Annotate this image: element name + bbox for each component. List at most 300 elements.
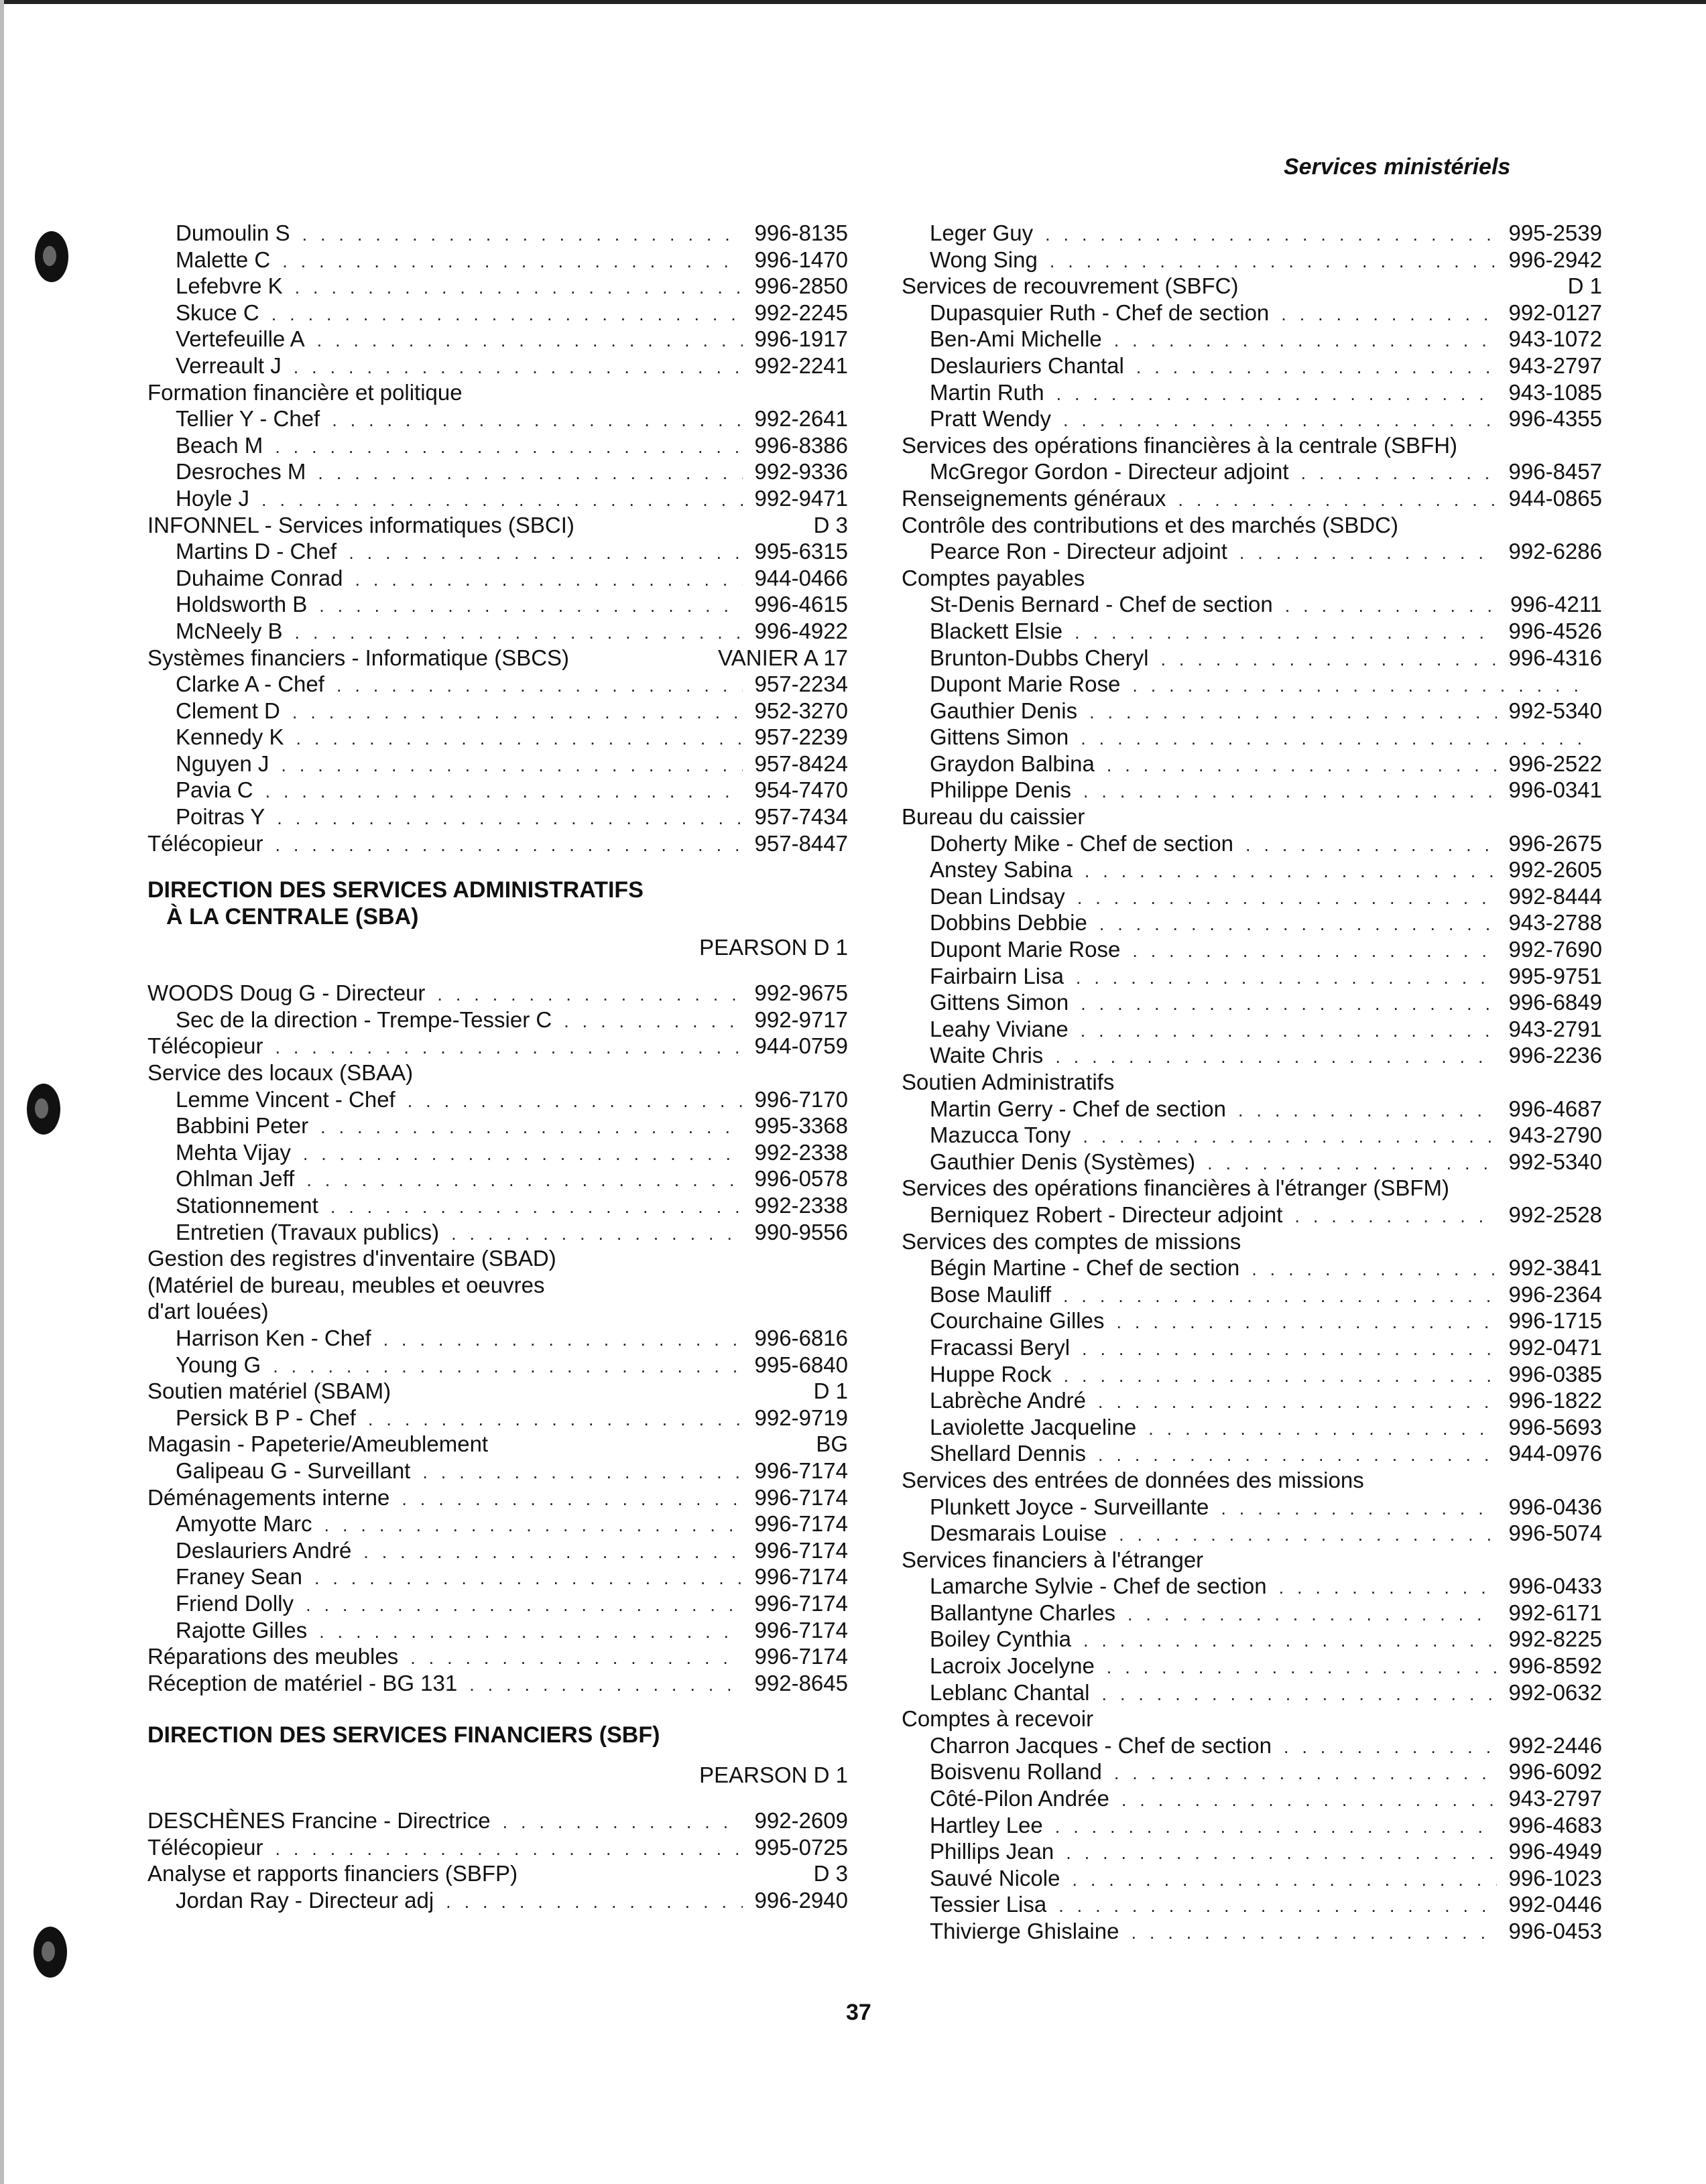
directory-entry bbox=[147, 1405, 848, 1431]
entry-name: Franey Sean bbox=[176, 1564, 302, 1590]
dot-leader bbox=[1050, 249, 1497, 275]
entry-name: Service des locaux (SBAA) bbox=[147, 1060, 414, 1086]
directory-entry bbox=[147, 671, 848, 698]
dot-leader bbox=[383, 1327, 743, 1354]
entry-name: Doherty Mike - Chef de section bbox=[930, 830, 1234, 856]
right-column bbox=[902, 220, 1602, 1945]
phone-number: 996-2236 bbox=[1508, 1043, 1602, 1068]
phone-number: 996-6849 bbox=[1508, 990, 1602, 1015]
phone-number: VANIER A 17 bbox=[718, 645, 848, 670]
dot-leader bbox=[282, 249, 742, 275]
dot-leader bbox=[332, 407, 742, 434]
directory-subheading bbox=[902, 1069, 1602, 1096]
directory-subheading bbox=[147, 1059, 848, 1086]
page-top-edge bbox=[0, 0, 1706, 4]
phone-number: 992-2605 bbox=[1508, 857, 1602, 883]
dot-leader bbox=[363, 1539, 742, 1566]
dot-leader bbox=[306, 1592, 742, 1619]
phone-number: 992-0446 bbox=[1508, 1892, 1602, 1917]
section-heading-sbf: DIRECTION DES SERVICES FINANCIERS (SBF) bbox=[147, 1722, 660, 1748]
directory-entry bbox=[147, 980, 848, 1007]
directory-entry bbox=[147, 1860, 848, 1887]
entry-name: Kennedy K bbox=[176, 724, 284, 750]
directory-entry bbox=[902, 830, 1602, 857]
entry-name: DESCHÈNES Francine - Directrice bbox=[147, 1808, 491, 1834]
phone-number: 996-5074 bbox=[1508, 1521, 1602, 1546]
dot-leader bbox=[324, 1513, 743, 1539]
directory-entry bbox=[902, 1307, 1602, 1334]
phone-number: 992-2338 bbox=[754, 1139, 848, 1165]
phone-number: 943-2797 bbox=[1508, 1786, 1602, 1811]
dot-leader bbox=[337, 673, 743, 700]
dot-leader bbox=[1098, 1442, 1497, 1469]
entry-name: Desroches M bbox=[176, 459, 306, 485]
phone-number: 996-4316 bbox=[1508, 645, 1602, 670]
phone-number: 995-2539 bbox=[1508, 220, 1602, 245]
entry-name: Wong Sing bbox=[930, 247, 1038, 272]
entry-name: Bureau du caissier bbox=[902, 804, 1085, 830]
entry-name: McNeely B bbox=[176, 618, 283, 643]
phone-number: 996-7174 bbox=[754, 1537, 848, 1563]
directory-subheading bbox=[147, 1298, 848, 1325]
directory-entry bbox=[902, 1122, 1602, 1149]
phone-number: 996-7174 bbox=[754, 1564, 848, 1590]
entry-name: Courchaine Gilles bbox=[930, 1308, 1105, 1334]
directory-entry bbox=[902, 1202, 1602, 1228]
dot-leader bbox=[1075, 620, 1496, 647]
dot-leader bbox=[1098, 1389, 1497, 1416]
dot-leader bbox=[1083, 1124, 1496, 1151]
entry-name: Services financiers à l'étranger bbox=[902, 1547, 1204, 1572]
entry-name: Systèmes financiers - Informatique (SBCS) bbox=[147, 645, 570, 670]
directory-entry bbox=[147, 326, 848, 352]
phone-number: 957-7434 bbox=[754, 804, 848, 830]
phone-number: 992-2245 bbox=[754, 300, 848, 325]
phone-number: 996-4687 bbox=[1508, 1096, 1602, 1121]
dot-leader bbox=[408, 1088, 743, 1115]
dot-leader bbox=[318, 460, 742, 487]
phone-number: 996-4922 bbox=[754, 618, 848, 643]
phone-number: 957-8424 bbox=[754, 751, 848, 776]
phone-number: 995-6840 bbox=[754, 1352, 848, 1377]
entry-name: Lacroix Jocelyne bbox=[930, 1653, 1095, 1679]
directory-entry bbox=[902, 220, 1602, 247]
directory-entry bbox=[902, 1096, 1602, 1122]
directory-entry bbox=[902, 1838, 1602, 1865]
directory-entry bbox=[147, 485, 848, 512]
dot-leader bbox=[1076, 965, 1497, 992]
dot-leader bbox=[314, 1565, 743, 1592]
directory-entry bbox=[902, 1440, 1602, 1467]
dot-leader bbox=[303, 1141, 743, 1168]
entry-name: Shellard Dennis bbox=[930, 1441, 1086, 1466]
binder-hole-icon bbox=[35, 231, 68, 282]
entry-name: Martins D - Chef bbox=[176, 539, 337, 564]
directory-entry bbox=[902, 1494, 1602, 1521]
phone-number: D 3 bbox=[813, 512, 848, 537]
phone-number: 996-7174 bbox=[754, 1458, 848, 1483]
directory-entry bbox=[147, 724, 848, 751]
directory-entry bbox=[902, 1891, 1602, 1918]
dot-leader bbox=[1178, 487, 1496, 514]
directory-entry bbox=[902, 751, 1602, 777]
entry-name: Dupont Marie Rose bbox=[930, 937, 1121, 962]
entry-name: Dean Lindsay bbox=[930, 883, 1065, 909]
entry-name: Fracassi Beryl bbox=[930, 1334, 1071, 1360]
entry-name: Dobbins Debbie bbox=[930, 910, 1087, 936]
phone-number: 996-7174 bbox=[754, 1617, 848, 1643]
phone-number: 996-0433 bbox=[1508, 1573, 1602, 1599]
phone-number: 996-0341 bbox=[1508, 777, 1602, 803]
phone-number: 992-0471 bbox=[1508, 1334, 1602, 1360]
dot-leader bbox=[273, 1354, 742, 1380]
entry-name: Pavia C bbox=[176, 777, 253, 803]
entry-name: Ben-Ami Michelle bbox=[930, 326, 1102, 352]
phone-number: 996-1917 bbox=[754, 326, 848, 352]
directory-entry bbox=[902, 645, 1602, 671]
entry-name: Beach M bbox=[176, 432, 263, 458]
entry-name: Brunton-Dubbs Cheryl bbox=[930, 645, 1149, 670]
dot-leader bbox=[1083, 779, 1497, 806]
directory-entry bbox=[902, 1387, 1602, 1414]
entry-name: Magasin - Papeterie/Ameublement bbox=[147, 1431, 489, 1457]
phone-number: 957-8447 bbox=[754, 830, 848, 856]
dot-leader bbox=[295, 620, 743, 647]
entry-name: Gittens Simon bbox=[930, 990, 1069, 1015]
phone-number: 996-6092 bbox=[1508, 1759, 1602, 1785]
entry-name: Déménagements interne bbox=[147, 1484, 390, 1510]
binder-hole-icon bbox=[27, 1084, 60, 1135]
dot-leader bbox=[564, 1009, 742, 1035]
entry-name: Rajotte Gilles bbox=[176, 1617, 308, 1643]
entry-name: Young G bbox=[176, 1352, 261, 1377]
entry-name: Lefebvre K bbox=[176, 273, 283, 299]
directory-list-right bbox=[902, 220, 1602, 1945]
dot-leader bbox=[1245, 832, 1497, 859]
directory-subheading bbox=[902, 1706, 1602, 1732]
dot-leader bbox=[1066, 1840, 1496, 1867]
phone-number: 992-2446 bbox=[1508, 1732, 1602, 1758]
dot-leader bbox=[296, 726, 742, 753]
directory-entry bbox=[147, 1112, 848, 1139]
dot-leader bbox=[302, 222, 743, 249]
entry-name: Nguyen J bbox=[176, 751, 269, 776]
phone-number: 992-8225 bbox=[1508, 1626, 1602, 1652]
directory-entry bbox=[147, 777, 848, 804]
phone-number: 992-5340 bbox=[1508, 698, 1602, 723]
directory-entry bbox=[902, 379, 1602, 406]
phone-number: 952-3270 bbox=[754, 698, 848, 723]
phone-number: 996-4355 bbox=[1508, 406, 1602, 432]
entry-name: Huppe Rock bbox=[930, 1361, 1052, 1387]
dot-leader bbox=[1284, 1734, 1497, 1761]
directory-subheading bbox=[902, 1547, 1602, 1573]
entry-name: Martin Gerry - Chef de section bbox=[930, 1096, 1226, 1121]
entry-name: Friend Dolly bbox=[176, 1590, 294, 1616]
directory-subheading bbox=[902, 724, 1602, 751]
dot-leader bbox=[1148, 1416, 1496, 1443]
phone-number: 996-2364 bbox=[1508, 1281, 1602, 1307]
directory-entry bbox=[147, 1807, 848, 1834]
directory-entry bbox=[147, 1670, 848, 1697]
phone-number: 992-8645 bbox=[754, 1670, 848, 1695]
dot-leader bbox=[275, 832, 742, 859]
entry-name: Bose Mauliff bbox=[930, 1281, 1051, 1307]
entry-name: Dupont Marie Rose bbox=[930, 671, 1121, 697]
phone-number: D 3 bbox=[813, 1861, 848, 1886]
entry-name: Sauvé Nicole bbox=[930, 1865, 1060, 1890]
dot-leader bbox=[1161, 647, 1497, 673]
dot-leader bbox=[1072, 1867, 1496, 1894]
directory-entry bbox=[902, 1653, 1602, 1679]
entry-name: Hoyle J bbox=[176, 485, 250, 511]
directory-subheading bbox=[147, 1272, 848, 1299]
entry-name: Gauthier Denis (Systèmes) bbox=[930, 1149, 1196, 1174]
entry-name: Thivierge Ghislaine bbox=[930, 1919, 1119, 1943]
dot-leader bbox=[281, 753, 742, 779]
phone-number: 992-9717 bbox=[754, 1007, 848, 1032]
directory-entry bbox=[147, 830, 848, 857]
directory-entry bbox=[902, 458, 1602, 485]
entry-name: WOODS Doug G - Directeur bbox=[147, 980, 426, 1006]
dot-leader bbox=[1279, 1575, 1497, 1602]
phone-number: 992-9336 bbox=[754, 459, 848, 485]
entry-name: Soutien Administratifs bbox=[902, 1070, 1115, 1094]
entry-name: Côté-Pilon Andrée bbox=[930, 1786, 1109, 1811]
directory-entry bbox=[147, 1537, 848, 1564]
entry-name: Lamarche Sylvie - Chef de section bbox=[930, 1573, 1267, 1599]
phone-number: 996-7174 bbox=[754, 1590, 848, 1616]
dot-leader bbox=[503, 1809, 743, 1836]
page-header: Services ministériels bbox=[1284, 154, 1511, 180]
entry-name: Clarke A - Chef bbox=[176, 671, 324, 697]
entry-name: Galipeau G - Surveillant bbox=[176, 1458, 411, 1483]
dot-leader bbox=[1132, 673, 1590, 700]
dot-leader bbox=[1055, 1044, 1496, 1071]
phone-number: 990-9556 bbox=[754, 1219, 848, 1244]
directory-subheading bbox=[902, 1228, 1602, 1255]
phone-number: 944-0759 bbox=[754, 1033, 848, 1059]
directory-entry bbox=[902, 1573, 1602, 1600]
entry-name: Comptes payables bbox=[902, 565, 1085, 590]
entry-name: Réparations des meubles bbox=[147, 1644, 399, 1669]
entry-name: Boiley Cynthia bbox=[930, 1626, 1071, 1652]
entry-name: Dumoulin S bbox=[176, 220, 290, 245]
entry-name: Services des opérations financières à l'étranger (SBFM) bbox=[902, 1175, 1449, 1201]
entry-name: Graydon Balbina bbox=[930, 751, 1095, 776]
dot-leader bbox=[1089, 700, 1496, 726]
directory-entry bbox=[902, 963, 1602, 990]
directory-entry bbox=[902, 1414, 1602, 1441]
phone-number: 943-2791 bbox=[1508, 1016, 1602, 1041]
entry-name: Tellier Y - Chef bbox=[176, 406, 320, 432]
entry-name: Deslauriers Chantal bbox=[930, 352, 1124, 378]
dot-leader bbox=[469, 1672, 742, 1699]
entry-name: Pratt Wendy bbox=[930, 406, 1051, 432]
phone-number: 992-3841 bbox=[1508, 1255, 1602, 1281]
directory-entry bbox=[147, 1431, 848, 1458]
dot-leader bbox=[1081, 991, 1496, 1018]
dot-leader bbox=[1045, 222, 1496, 249]
directory-list-sba bbox=[147, 980, 848, 1696]
dot-leader bbox=[271, 302, 743, 328]
directory-entry bbox=[147, 804, 848, 830]
directory-entry bbox=[147, 751, 848, 777]
dot-leader bbox=[1063, 1283, 1497, 1310]
phone-number: 996-8386 bbox=[754, 432, 848, 458]
dot-leader bbox=[402, 1486, 742, 1513]
phone-number: 992-7690 bbox=[1508, 937, 1602, 962]
directory-entry bbox=[147, 618, 848, 645]
entry-name: INFONNEL - Services informatiques (SBCI) bbox=[147, 512, 574, 537]
phone-number: 996-8135 bbox=[754, 220, 848, 245]
phone-number: 992-9675 bbox=[754, 980, 848, 1006]
phone-number: 992-2609 bbox=[754, 1808, 848, 1834]
directory-entry bbox=[147, 1219, 848, 1246]
entry-name: Comptes à recevoir bbox=[902, 1706, 1094, 1732]
directory-entry bbox=[147, 458, 848, 485]
entry-name: Télécopieur bbox=[147, 830, 263, 856]
dot-leader bbox=[349, 540, 742, 567]
directory-subheading bbox=[147, 1245, 848, 1272]
directory-entry bbox=[902, 485, 1602, 512]
directory-entry bbox=[902, 1600, 1602, 1626]
dot-leader bbox=[1114, 1760, 1497, 1787]
dot-leader bbox=[1107, 753, 1497, 779]
directory-entry bbox=[147, 1590, 848, 1617]
entry-name: Renseignements généraux bbox=[902, 485, 1166, 511]
dot-leader bbox=[1128, 1602, 1497, 1628]
phone-number: 996-8457 bbox=[1508, 459, 1602, 485]
phone-number: 996-7174 bbox=[754, 1644, 848, 1669]
dot-leader bbox=[437, 982, 742, 1009]
phone-number: 992-2241 bbox=[754, 352, 848, 378]
entry-name: Leahy Viviane bbox=[930, 1016, 1069, 1041]
entry-name: Leblanc Chantal bbox=[930, 1679, 1090, 1705]
directory-list-finance-training bbox=[147, 220, 848, 856]
dot-leader bbox=[292, 700, 743, 726]
entry-name: Mehta Vijay bbox=[176, 1139, 291, 1165]
phone-number: 996-2850 bbox=[754, 273, 848, 299]
entry-name: Clement D bbox=[176, 698, 280, 723]
section-location-sbf: PEARSON D 1 bbox=[699, 1762, 848, 1788]
dot-leader bbox=[1064, 1363, 1497, 1390]
phone-number: D 1 bbox=[813, 1378, 848, 1404]
entry-name: McGregor Gordon - Directeur adjoint bbox=[930, 459, 1289, 485]
directory-entry bbox=[147, 1834, 848, 1861]
dot-leader bbox=[446, 1889, 742, 1916]
dot-leader bbox=[1252, 1257, 1496, 1283]
phone-number: 944-0976 bbox=[1508, 1441, 1602, 1466]
phone-number: 992-6171 bbox=[1508, 1600, 1602, 1625]
entry-name: Vertefeuille A bbox=[176, 326, 305, 352]
directory-entry bbox=[902, 1255, 1602, 1281]
phone-number: 996-1470 bbox=[754, 247, 848, 272]
entry-name: Anstey Sabina bbox=[930, 857, 1073, 883]
phone-number: 996-4615 bbox=[754, 592, 848, 617]
directory-entry bbox=[902, 1865, 1602, 1892]
entry-name: d'art louées) bbox=[147, 1299, 269, 1324]
directory-entry bbox=[902, 1732, 1602, 1759]
phone-number: 992-9471 bbox=[754, 485, 848, 511]
directory-entry bbox=[147, 1192, 848, 1219]
directory-subheading bbox=[147, 379, 848, 406]
directory-entry bbox=[902, 300, 1602, 326]
binder-hole-icon bbox=[34, 1927, 67, 1978]
phone-number: 996-0453 bbox=[1508, 1919, 1602, 1943]
section-heading-sba: DIRECTION DES SERVICES ADMINISTRATIFS bbox=[147, 877, 644, 903]
directory-entry bbox=[147, 300, 848, 326]
entry-name: Deslauriers André bbox=[176, 1537, 352, 1563]
entry-name: Skuce C bbox=[176, 300, 259, 325]
directory-entry bbox=[147, 698, 848, 724]
dot-leader bbox=[1085, 858, 1497, 885]
dot-leader bbox=[275, 1836, 742, 1863]
entry-name: Poitras Y bbox=[176, 804, 265, 830]
entry-name: Leger Guy bbox=[930, 220, 1034, 245]
phone-number: 996-4526 bbox=[1508, 618, 1602, 643]
entry-name: Verreault J bbox=[176, 352, 282, 378]
entry-name: Télécopieur bbox=[147, 1033, 263, 1059]
directory-entry bbox=[147, 1007, 848, 1033]
dot-leader bbox=[1081, 1018, 1497, 1045]
entry-name: Babbini Peter bbox=[176, 1113, 309, 1139]
entry-name: Formation financière et politique bbox=[147, 379, 463, 405]
phone-number: 943-2790 bbox=[1508, 1122, 1602, 1148]
directory-entry bbox=[902, 909, 1602, 936]
entry-name: St-Denis Bernard - Chef de section bbox=[930, 592, 1273, 617]
phone-number: 954-7470 bbox=[754, 777, 848, 803]
directory-entry bbox=[147, 1617, 848, 1644]
dot-leader bbox=[1107, 1655, 1497, 1681]
entry-name: Amyotte Marc bbox=[176, 1511, 312, 1537]
dot-leader bbox=[1055, 1814, 1497, 1841]
dot-leader bbox=[368, 1407, 743, 1433]
entry-name: Gestion des registres d'inventaire (SBAD) bbox=[147, 1246, 556, 1271]
directory-entry bbox=[147, 1325, 848, 1352]
phone-number: 996-1822 bbox=[1508, 1388, 1602, 1413]
directory-entry bbox=[902, 1679, 1602, 1706]
phone-number: 996-8592 bbox=[1508, 1653, 1602, 1679]
dot-leader bbox=[1285, 593, 1498, 620]
dot-leader bbox=[1281, 302, 1496, 328]
directory-entry bbox=[147, 538, 848, 565]
entry-name: (Matériel de bureau, meubles et oeuvres bbox=[147, 1272, 545, 1297]
dot-leader bbox=[294, 355, 743, 381]
dot-leader bbox=[1131, 1920, 1496, 1947]
dot-leader bbox=[1121, 1787, 1497, 1814]
phone-number: 995-3368 bbox=[754, 1113, 848, 1139]
entry-name: Laviolette Jacqueline bbox=[930, 1414, 1137, 1439]
entry-name: Gittens Simon bbox=[930, 724, 1069, 750]
entry-name: Ohlman Jeff bbox=[176, 1166, 295, 1192]
directory-entry bbox=[902, 591, 1602, 618]
directory-entry bbox=[902, 405, 1602, 432]
entry-name: Waite Chris bbox=[930, 1043, 1044, 1068]
directory-entry bbox=[147, 1643, 848, 1670]
entry-name: Phillips Jean bbox=[930, 1839, 1054, 1864]
entry-name: Malette C bbox=[176, 247, 271, 272]
dot-leader bbox=[1207, 1151, 1496, 1177]
dot-leader bbox=[1221, 1496, 1496, 1523]
dot-leader bbox=[275, 434, 742, 461]
directory-entry bbox=[902, 326, 1602, 352]
dot-leader bbox=[1119, 1522, 1496, 1549]
phone-number: 996-4683 bbox=[1508, 1812, 1602, 1838]
phone-number: 996-7174 bbox=[754, 1511, 848, 1537]
page-number: 37 bbox=[846, 2000, 871, 2025]
directory-list-sbf bbox=[147, 1807, 848, 1913]
